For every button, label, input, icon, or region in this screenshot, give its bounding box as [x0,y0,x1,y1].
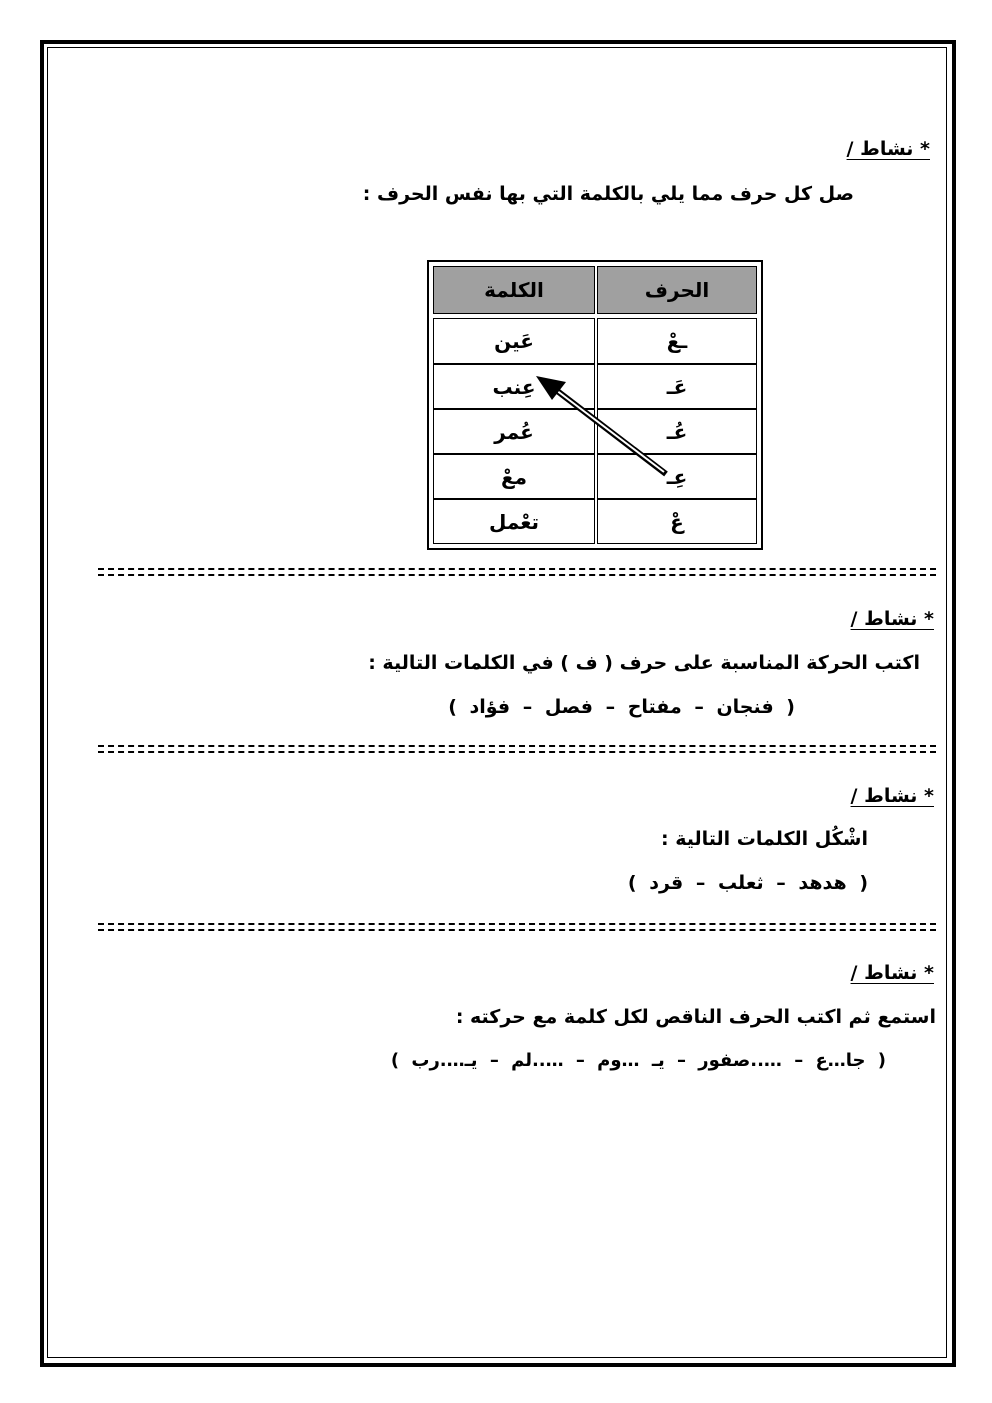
word-cell: معْ [433,454,595,499]
activity1-instruction: صل كل حرف مما يلي بالكلمة التي بها نفس الحرف : [362,183,854,205]
matching-table [427,260,763,550]
header-letter: الحرف [597,266,757,314]
activity4-heading: * نشاط / [850,962,934,984]
activity3-instruction: اشْكُل الكلمات التالية : [660,828,868,850]
word-cell: عَين [433,318,595,364]
activity3-words: ( هدهد – ثعلب – قرد ) [627,872,868,894]
activity4-words: ( جا…ع – …..صفور – يـ …وم – …..لم – يـ….رب ) [390,1050,886,1071]
activity1-heading: * نشاط / [846,138,930,160]
letter-cell: عُـ [597,409,757,454]
letter-cell: عْ [597,499,757,544]
letter-cell: عِـ [597,454,757,499]
header-word: الكلمة [433,266,595,314]
word-cell: عِنب [433,364,595,409]
activity2-instruction: اكتب الحركة المناسبة على حرف ( ف ) في الكلمات التالية : [368,652,920,674]
word-cell: عُمر [433,409,595,454]
separator [98,565,936,579]
activity3-heading: * نشاط / [850,785,934,807]
separator [98,920,936,934]
letter-cell: عَـ [597,364,757,409]
activity2-heading: * نشاط / [850,608,934,630]
separator [98,742,936,756]
activity2-words: ( فنجان – مفتاح – فصل – فؤاد ) [448,696,795,718]
word-cell: تعْمل [433,499,595,544]
letter-cell: ـعْ [597,318,757,364]
activity4-instruction: استمع ثم اكتب الحرف الناقص لكل كلمة مع حركته : [455,1006,936,1028]
